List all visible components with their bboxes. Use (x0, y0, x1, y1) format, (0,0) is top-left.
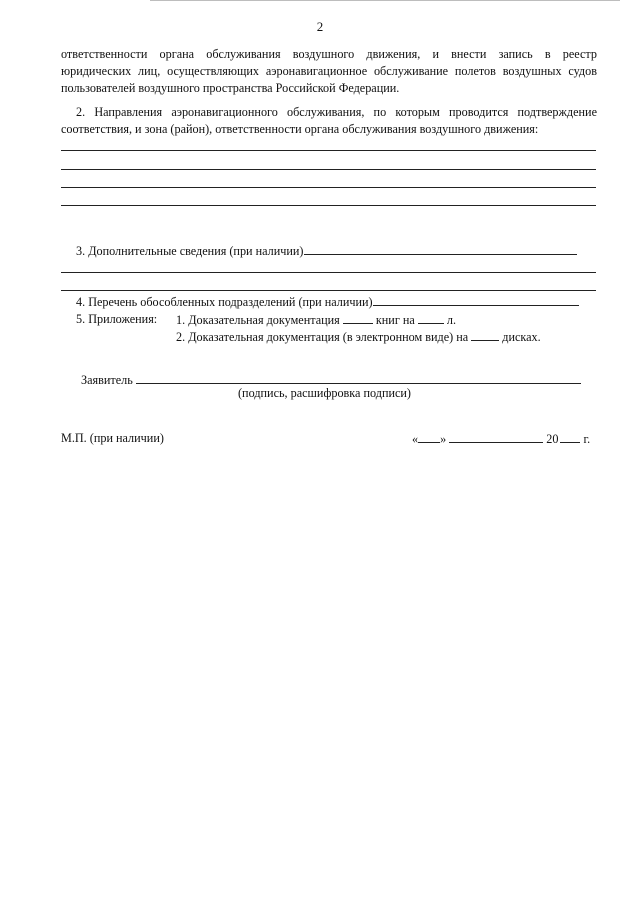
date-day-blank[interactable] (418, 430, 440, 443)
section3-blank-line-3[interactable] (61, 290, 596, 291)
applicant-signature-blank[interactable] (136, 371, 581, 384)
section5-label: 5. Приложения: (76, 312, 158, 326)
applicant-label: Заявитель (81, 373, 133, 387)
section5-item1-suffix: л. (446, 313, 457, 327)
date-year-suffix: г. (583, 432, 591, 446)
section3-label: 3. Дополнительные сведения (при наличии) (76, 244, 304, 258)
applicant-signature-caption: (подпись, расшифровка подписи) (238, 386, 411, 400)
section3-blank-line-2[interactable] (61, 272, 596, 273)
date-month-blank[interactable] (449, 430, 543, 443)
date-year-blank[interactable] (560, 430, 580, 443)
section1-line-3: пользователей воздушного пространства Российской Федерации. (61, 81, 400, 95)
section2-paragraph (61, 104, 597, 138)
stamp-label: М.П. (при наличии) (61, 431, 164, 445)
section1-line-2: юридических лиц, осуществляющих аэронавигационное обслуживание полетов воздушных судов (61, 64, 597, 78)
section5-discs-count-blank[interactable] (471, 328, 499, 341)
section1-tail-paragraph (61, 46, 597, 97)
date-row (412, 430, 590, 447)
section5-item1-middle: книг на (375, 313, 415, 327)
section2-blank-line-4[interactable] (61, 205, 596, 206)
section2-line-1: 2. Направления аэронавигационного обслуживания, по которым проводится подтверждение (76, 105, 597, 119)
section2-blank-line-1[interactable] (61, 150, 596, 151)
section5-item1-prefix: 1. Доказательная документация (176, 313, 340, 327)
section5-item-1 (176, 311, 456, 328)
section5-item-2 (176, 328, 541, 345)
section5-sheets-count-blank[interactable] (418, 311, 444, 324)
date-open-quote: « (412, 432, 419, 446)
date-year-prefix: 20 (546, 432, 559, 446)
section5-books-count-blank[interactable] (343, 311, 373, 324)
section2-blank-line-3[interactable] (61, 187, 596, 188)
section2-line-2: соответствия, и зона (район), ответственности органа обслуживания воздушного движения: (61, 122, 539, 136)
page-number: 2 (316, 19, 324, 34)
section4-blank[interactable] (373, 293, 579, 306)
section3-row (76, 242, 577, 259)
section4-label: 4. Перечень обособленных подразделений (при наличии) (76, 295, 373, 309)
section2-blank-line-2[interactable] (61, 169, 596, 170)
page-top-edge-line (150, 0, 620, 1)
section1-line-1: ответственности органа обслуживания воздушного движения, и внести запись в реестр (61, 47, 597, 61)
section3-blank[interactable] (304, 242, 577, 255)
date-close-quote: » (440, 432, 447, 446)
section5-item2-suffix: дисках. (502, 330, 541, 344)
section5-row-1 (76, 311, 157, 327)
section5-item2-prefix: 2. Доказательная документация (в электронном виде) на (176, 330, 469, 344)
section4-row (76, 293, 579, 310)
